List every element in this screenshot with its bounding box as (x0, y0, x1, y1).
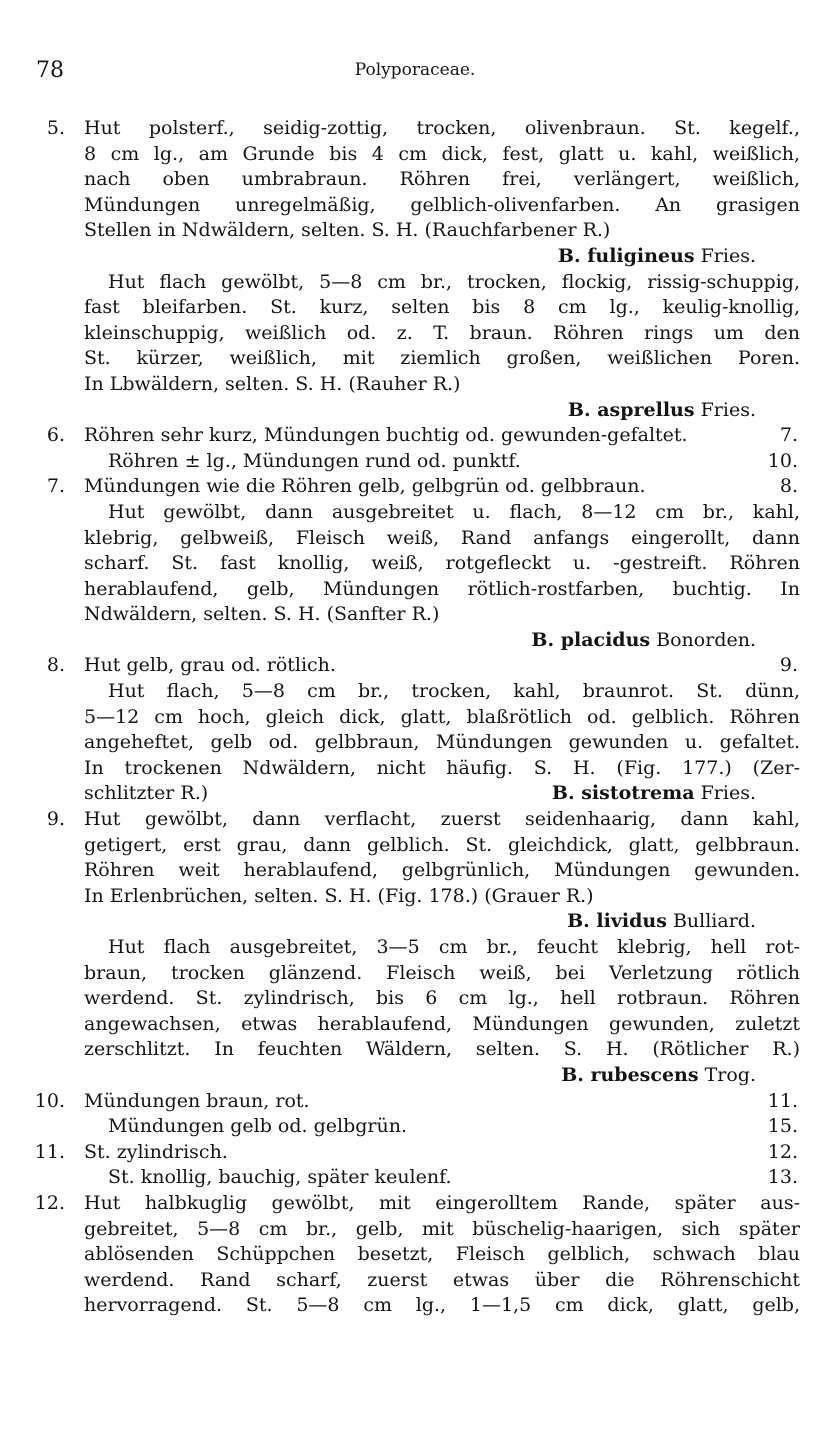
page-number: 78 (36, 58, 64, 83)
text-line (0, 193, 830, 219)
species-name (531, 628, 756, 654)
key-couplet-line (0, 1089, 830, 1115)
line-text: getigert, erst grau, dann gelblich. St. gleichdick, glatt, gelbbraun. (84, 833, 800, 856)
text-line (0, 449, 830, 475)
line-text: Hut halbkuglig gewölbt, mit eingerolltem Rande, später aus- (84, 1191, 800, 1214)
species-binomial: B. placidus (531, 628, 651, 651)
text-line (0, 577, 830, 603)
species-author: Fries. (700, 244, 756, 267)
key-text (0, 116, 830, 1319)
lead-reference: 10. (767, 449, 798, 472)
text-line (0, 1268, 830, 1294)
species-name (567, 909, 756, 935)
text-line (0, 935, 830, 961)
line-text: Hut polsterf., seidig-zottig, trocken, olivenbraun. St. kegelf., (84, 117, 800, 139)
text-line (0, 730, 830, 756)
line-text: Hut gewölbt, dann verflacht, zuerst seidenhaarig, dann kahl, (84, 808, 800, 831)
line-text: St. kürzer, weißlich, mit ziemlich großen, weißlichen Poren. (84, 347, 800, 370)
running-head: Polyporaceae. (354, 60, 476, 80)
species-binomial: B. rubescens (561, 1063, 699, 1086)
line-text: herablaufend, gelb, Mündungen rötlich-rostfarben, buchtig. In (84, 577, 800, 600)
line-text: angeheftet, gelb od. gelbbraun, Mündungen gewunden u. gefaltet. (84, 731, 800, 754)
text-line (0, 551, 830, 577)
species-name-line (0, 628, 830, 654)
couplet-number: 11. (34, 1140, 65, 1163)
species-author: Fries. (700, 398, 756, 421)
line-text: In trockenen Ndwäldern, nicht häufig. S. H. (Fig. 177.) (Zer- (84, 756, 800, 779)
text-line (0, 270, 830, 296)
line-text: braun, trocken glänzend. Fleisch weiß, bei Verletzung rötlich (84, 961, 800, 984)
couplet-number: 10. (34, 1089, 65, 1112)
text-line (0, 1293, 830, 1319)
species-binomial: B. sistotrema (551, 782, 695, 805)
key-couplet-line (0, 474, 830, 500)
species-author: Trog. (704, 1063, 756, 1086)
text-line (0, 218, 830, 244)
text-line (0, 1242, 830, 1268)
line-text: Mündungen wie die Röhren gelb, gelbgrün od. gelbbraun. (84, 475, 646, 498)
line-text: fast bleifarben. St. kurz, selten bis 8 cm lg., keulig-knollig, (84, 296, 800, 319)
text-line (0, 321, 830, 347)
line-text: klebrig, gelbweiß, Fleisch weiß, Rand anfangs eingerollt, dann (84, 526, 800, 549)
text-line (0, 142, 830, 168)
couplet-number: 12. (34, 1191, 65, 1214)
text-line (0, 346, 830, 372)
species-binomial: B. asprellus (567, 398, 695, 421)
species-name-line (0, 1063, 830, 1089)
lead-reference: 11. (767, 1089, 798, 1112)
species-name (568, 398, 756, 424)
line-text: Mündungen braun, rot. (84, 1089, 310, 1112)
text-line (0, 1012, 830, 1038)
key-couplet-line (0, 807, 830, 833)
couplet-number: 8. (46, 654, 65, 677)
line-text: gebreitet, 5—8 cm br., gelb, mit büschelig-haarigen, sich später (84, 1217, 800, 1240)
species-binomial: B. fuligineus (557, 244, 695, 267)
species-author: Fries. (700, 782, 756, 805)
key-couplet-line (0, 1191, 830, 1217)
species-name (561, 1063, 756, 1089)
text-line (0, 705, 830, 731)
couplet-number: 5. (46, 117, 65, 139)
line-text: Hut gelb, grau od. rötlich. (84, 654, 336, 677)
text-line (0, 1165, 830, 1191)
text-line (0, 756, 830, 782)
line-text: angewachsen, etwas herablaufend, Mündungen gewunden, zuletzt (84, 1012, 800, 1035)
key-couplet-line (0, 423, 830, 449)
line-text: Röhren weit herablaufend, gelbgrünlich, Mündungen gewunden. (84, 859, 800, 882)
text-line (0, 884, 830, 910)
text-line (0, 1037, 830, 1063)
text-line (0, 602, 830, 628)
line-text: zerschlitzt. In feuchten Wäldern, selten. S. H. (Rötlicher R.) (84, 1038, 800, 1061)
species-binomial: B. lividus (567, 910, 667, 933)
species-name-line (0, 244, 830, 270)
species-name (558, 244, 756, 270)
line-text: Hut flach ausgebreitet, 3—5 cm br., feucht klebrig, hell rot- (108, 936, 800, 958)
line-text: kleinschuppig, weißlich od. z. T. braun. Röhren rings um den (84, 321, 800, 344)
text-line (0, 781, 830, 807)
species-author: Bulliard. (672, 910, 756, 933)
line-text: ablösenden Schüppchen besetzt, Fleisch gelblich, schwach blau (84, 1243, 800, 1266)
line-text: Mündungen gelb od. gelbgrün. (108, 1115, 408, 1138)
lead-reference: 9. (779, 654, 798, 677)
lead-reference: 8. (779, 475, 798, 498)
key-couplet-line (0, 116, 830, 142)
line-text: Hut flach, 5—8 cm br., trocken, kahl, braunrot. St. dünn, (108, 680, 800, 703)
key-couplet-line (0, 653, 830, 679)
line-text: scharf. St. fast knollig, weiß, rotgefleckt u. -gestreift. Röhren (84, 552, 800, 575)
text-line (0, 858, 830, 884)
text-line (0, 1217, 830, 1243)
line-text: In Erlenbrüchen, selten. S. H. (Fig. 178.) (Grauer R.) (84, 884, 594, 907)
line-text: Ndwäldern, selten. S. H. (Sanfter R.) (84, 603, 440, 626)
species-name (552, 781, 756, 807)
line-text: hervorragend. St. 5—8 cm lg., 1—1,5 cm dick, glatt, gelb, (84, 1294, 800, 1317)
line-text: Mündungen unregelmäßig, gelblich-olivenfarben. An grasigen (84, 193, 800, 216)
line-text: Hut flach gewölbt, 5—8 cm br., trocken, flockig, rissig-schuppig, (108, 270, 800, 293)
line-text: Röhren sehr kurz, Mündungen buchtig od. gewunden-gefaltet. (84, 424, 688, 447)
species-name-line (0, 909, 830, 935)
text-line (0, 833, 830, 859)
lead-reference: 7. (779, 424, 798, 447)
couplet-number: 6. (46, 424, 65, 447)
lead-reference: 15. (767, 1115, 798, 1138)
line-text: In Lbwäldern, selten. S. H. (Rauher R.) (84, 372, 461, 395)
text-line (0, 679, 830, 705)
key-couplet-line (0, 1140, 830, 1166)
lead-reference: 12. (767, 1140, 798, 1163)
couplet-number: 9. (46, 808, 65, 831)
text-line (0, 961, 830, 987)
species-name-line (0, 398, 830, 424)
text-line (0, 1114, 830, 1140)
text-line (0, 986, 830, 1012)
line-text: 5—12 cm hoch, gleich dick, glatt, blaßrötlich od. gelblich. Röhren (84, 705, 800, 728)
line-text: St. zylindrisch. (84, 1140, 228, 1163)
line-text: Stellen in Ndwäldern, selten. S. H. (Rauchfarbener R.) (84, 219, 611, 242)
text-line (0, 500, 830, 526)
line-text: nach oben umbrabraun. Röhren frei, verlängert, weißlich, (84, 168, 800, 191)
species-author: Bonorden. (656, 628, 756, 651)
line-text: 8 cm lg., am Grunde bis 4 cm dick, fest, glatt u. kahl, weißlich, (84, 142, 800, 165)
line-text: schlitzter R.) (84, 782, 209, 805)
line-text: werdend. St. zylindrisch, bis 6 cm lg., hell rotbraun. Röhren (84, 987, 800, 1010)
line-text: werdend. Rand scharf, zuerst etwas über die Röhrenschicht (84, 1268, 800, 1291)
text-line (0, 295, 830, 321)
lead-reference: 13. (767, 1166, 798, 1189)
line-text: Hut gewölbt, dann ausgebreitet u. flach, 8—12 cm br., kahl, (108, 500, 800, 523)
text-line (0, 167, 830, 193)
text-line (0, 372, 830, 398)
line-text: St. knollig, bauchig, später keulenf. (108, 1166, 452, 1189)
couplet-number: 7. (46, 475, 65, 498)
text-line (0, 526, 830, 552)
line-text: Röhren ± lg., Mündungen rund od. punktf. (108, 449, 521, 472)
